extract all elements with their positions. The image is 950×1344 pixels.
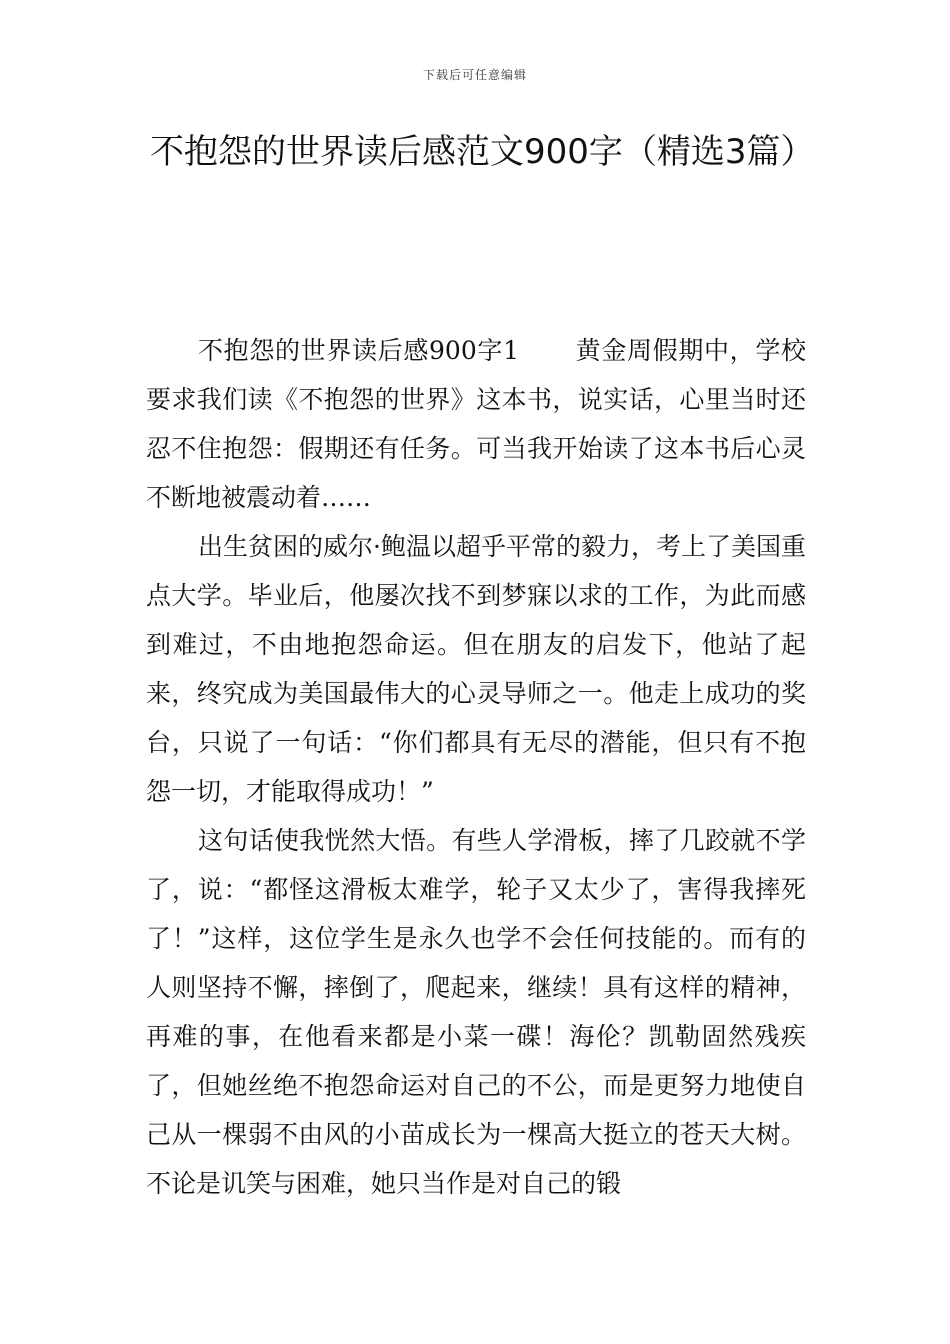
paragraph-2: 出生贫困的威尔·鲍温以超乎平常的毅力，考上了美国重点大学。毕业后，他屡次找不到梦寐以求的工作，为此而感到难过，不由地抱怨命运。但在朋友的启发下，他站了起来，终究成为美国最伟大的心灵导师之一。他走上成功的奖台，只说了一句话：“你们都具有无尽的潜能，但只有不抱怨一切，才能取得成功！” — [146, 532, 806, 806]
paragraph-1-text: 黄金周假期中，学校要求我们读《不抱怨的世界》这本书，说实话，心里当时还忍不住抱怨：假期还有任务。可当我开始读了这本书后心灵不断地被震动着…… — [146, 336, 806, 512]
document-title: 不抱怨的世界读后感范文900字（精选3篇） — [150, 132, 815, 172]
paragraph-1 — [146, 326, 806, 522]
section-heading: 不抱怨的世界读后感900字1 — [198, 336, 519, 365]
document-body — [146, 326, 806, 1208]
paragraph-3: 这句话使我恍然大悟。有些人学滑板，摔了几跤就不学了，说：“都怪这滑板太难学，轮子又太少了，害得我摔死了！”这样，这位学生是永久也学不会任何技能的。而有的人则坚持不懈，摔倒了，爬起来，继续！具有这样的精神，再难的事，在他看来都是小菜一碟！海伦？凯勒固然残疾了，但她丝绝不抱怨命运对自己的不公，而是更努力地使自己从一棵弱不由风的小苗成长为一棵高大挺立的苍天大树。不论是讥笑与困难，她只当作是对自己的锻 — [146, 826, 806, 1198]
header-note: 下载后可任意编辑 — [422, 68, 527, 82]
